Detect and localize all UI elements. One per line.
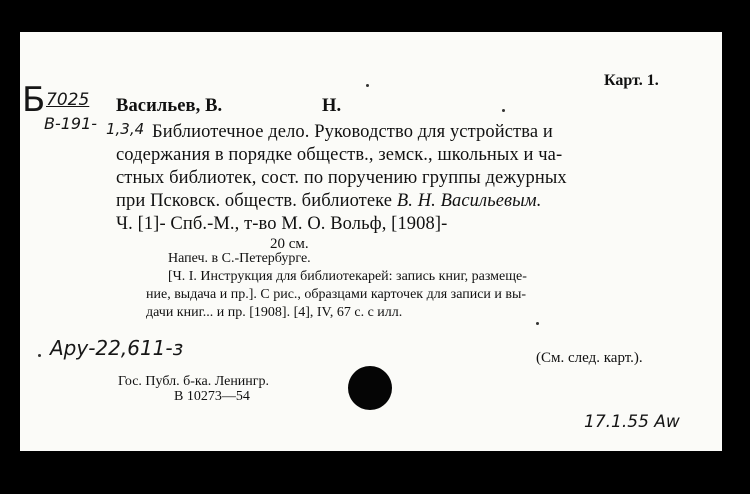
printed-note: Напеч. в С.-Петербурге. [168, 251, 311, 266]
contents-line-1: [Ч. I. Инструкция для библиотекарей: запись книг, размеще- [168, 269, 527, 284]
title-line-4 [116, 191, 541, 212]
handwritten-date: 17.1.55 Aw [584, 412, 680, 432]
library-code: В 10273—54 [174, 389, 250, 404]
shelfmark-letter: Б [22, 80, 46, 120]
card-number: Карт. 1. [604, 72, 659, 89]
title-line-1: Библиотечное дело. Руководство для устройства и [152, 122, 553, 142]
title-line-3: стных библиотек, сост. по поручению группы дежурных [116, 168, 567, 188]
imprint-line: Ч. [1]- Спб.-М., т-во М. О. Вольф, [1908]- [116, 214, 448, 234]
shelfmark-number: 7025 [46, 90, 90, 110]
library-name: Гос. Публ. б-ка. Ленингр. [118, 374, 270, 389]
speck [502, 109, 505, 112]
speck [366, 84, 369, 87]
title-line-2: содержания в порядке обществ., земск., школьных и ча- [116, 145, 563, 165]
shelfmark-sub: В-191- [44, 114, 98, 133]
compiler-name: В. Н. Васильевым. [396, 191, 542, 211]
handwritten-accession: Ару-22,611-з [50, 336, 184, 360]
title-line-4-prefix: при Псковск. обществ. библиотеке [116, 191, 393, 211]
shelfmark-parts: 1,3,4 [106, 120, 145, 138]
speck [38, 354, 41, 357]
punch-hole [348, 366, 392, 410]
see-next-card: (См. след. карт.). [536, 350, 643, 366]
catalog-card [20, 32, 722, 451]
author-surname: Васильев, В. [116, 96, 223, 116]
contents-line-2: ние, выдача и пр.]. С рис., образцами карточек для записи и вы- [146, 287, 527, 302]
speck [536, 322, 539, 325]
author-initial: Н. [322, 96, 342, 116]
contents-line-3: дачи книг... и пр. [1908]. [4], IV, 67 с. с илл. [146, 305, 403, 320]
size-note: 20 см. [270, 236, 309, 252]
